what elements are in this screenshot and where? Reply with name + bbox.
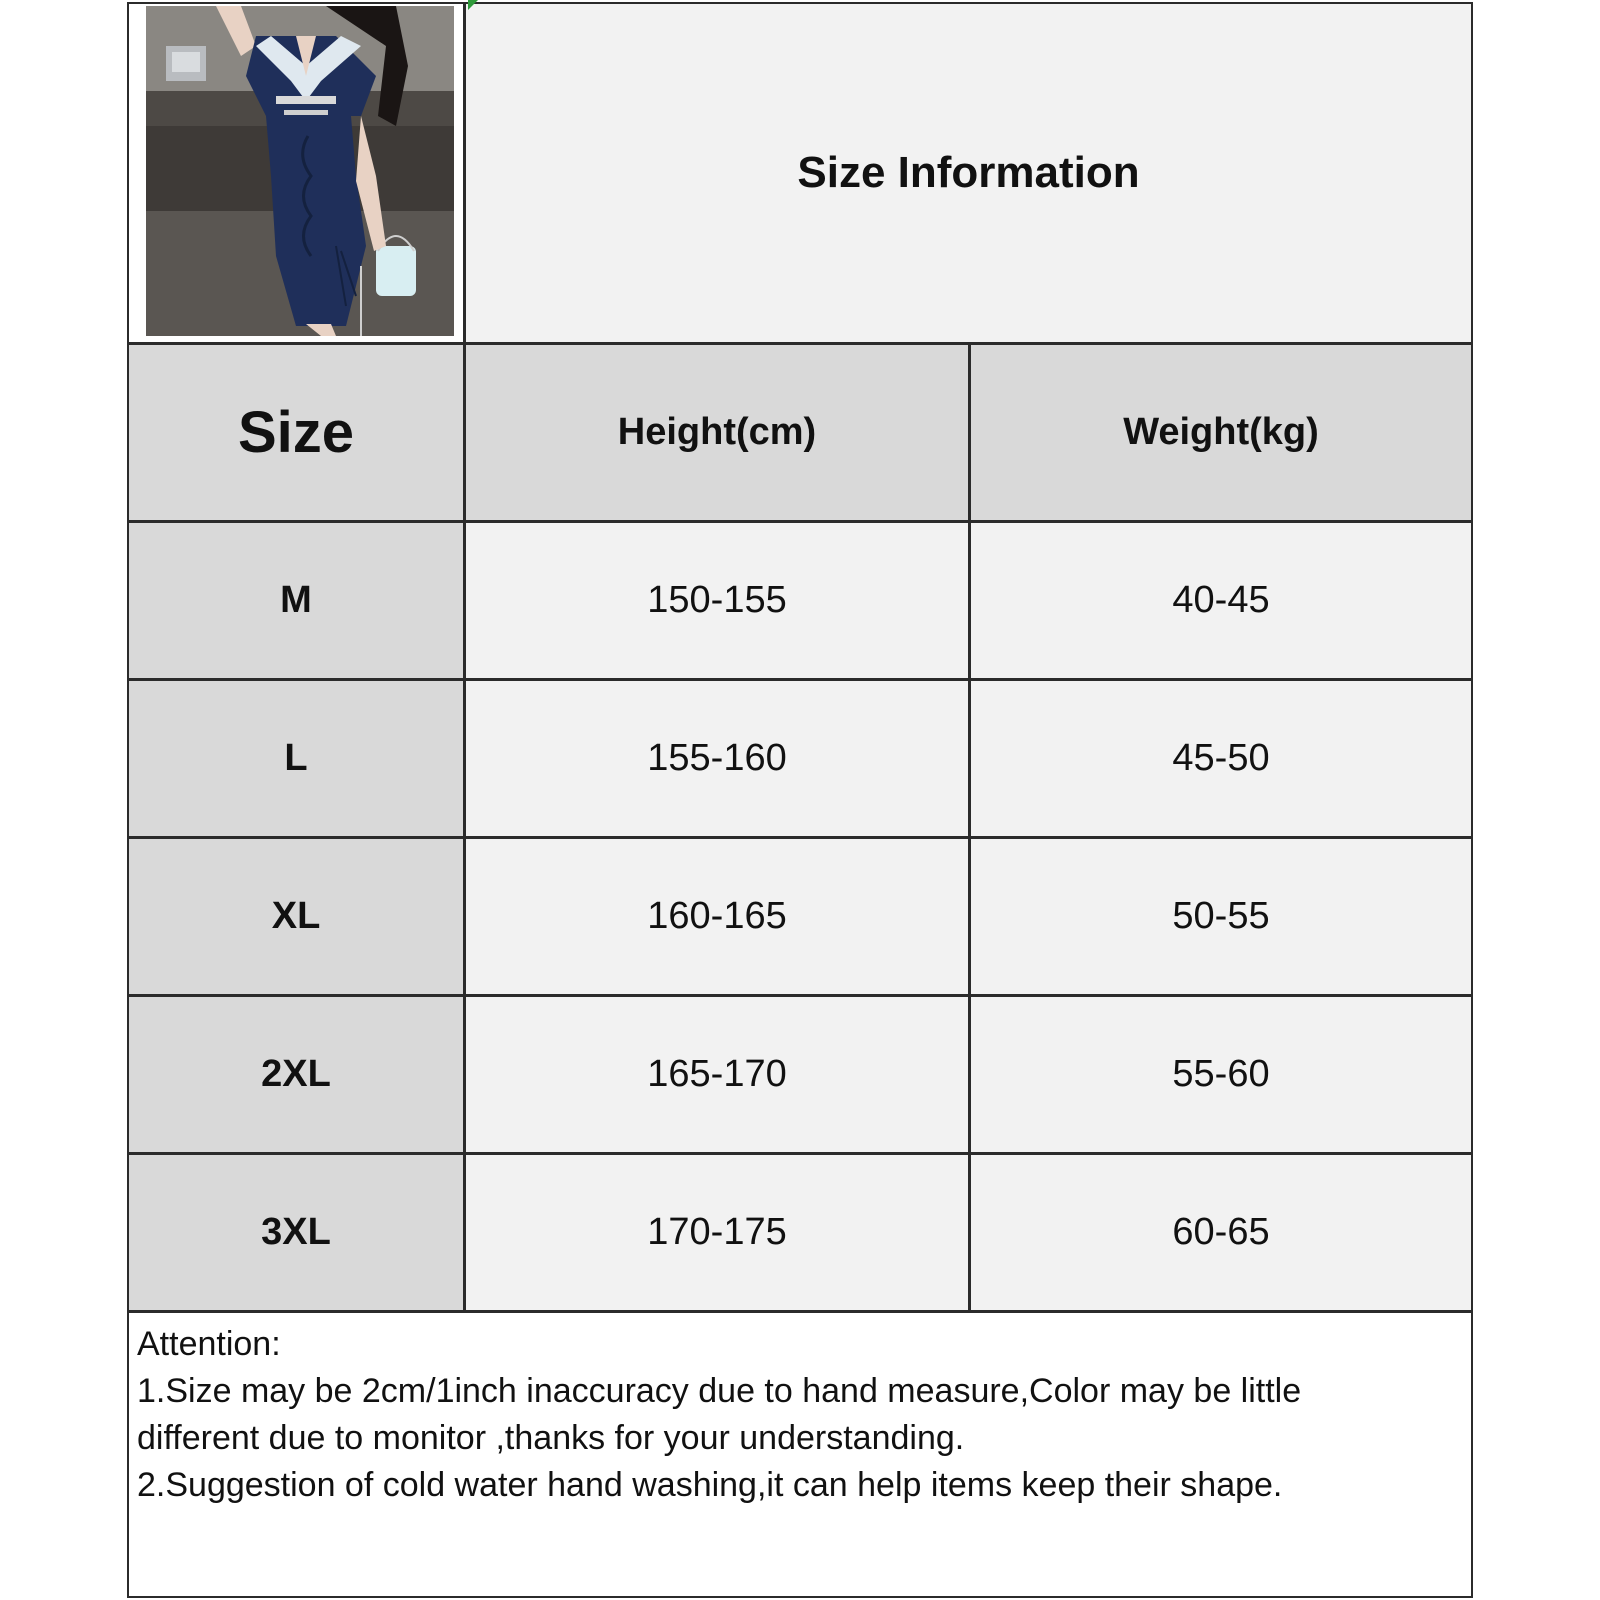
table-row-weight: 50-55: [971, 839, 1471, 994]
row-divider: [129, 1310, 1471, 1313]
attention-line: different due to monitor ,thanks for your understanding.: [137, 1419, 965, 1457]
table-row-size: XL: [129, 839, 463, 994]
attention-heading: Attention:: [137, 1325, 281, 1363]
page-title: Size Information: [466, 4, 1471, 342]
attention-line: 1.Size may be 2cm/1inch inaccuracy due to hand measure,Color may be little: [137, 1372, 1302, 1410]
model-photo-icon: [146, 6, 454, 336]
row-divider: [129, 678, 1471, 681]
table-row-size: M: [129, 523, 463, 678]
row-divider: [129, 342, 1471, 345]
table-row-height: 150-155: [466, 523, 968, 678]
table-row-weight: 55-60: [971, 997, 1471, 1152]
table-row-height: 155-160: [466, 681, 968, 836]
header-height: Height(cm): [466, 345, 968, 520]
header-weight: Weight(kg): [971, 345, 1471, 520]
table-row-weight: 60-65: [971, 1155, 1471, 1310]
table-row-size: 2XL: [129, 997, 463, 1152]
corner-marker: [468, 0, 478, 10]
attention-notes: [137, 1321, 1457, 1509]
table-row-weight: 45-50: [971, 681, 1471, 836]
row-divider: [129, 1152, 1471, 1155]
attention-line: 2.Suggestion of cold water hand washing,it can help items keep their shape.: [137, 1466, 1283, 1504]
row-divider: [129, 520, 1471, 523]
table-row-size: 3XL: [129, 1155, 463, 1310]
table-row-height: 170-175: [466, 1155, 968, 1310]
header-size: Size: [129, 345, 463, 520]
table-row-size: L: [129, 681, 463, 836]
table-row-height: 160-165: [466, 839, 968, 994]
column-divider: [968, 342, 971, 1313]
table-row-height: 165-170: [466, 997, 968, 1152]
column-divider: [463, 4, 466, 1313]
model-photo: [146, 6, 454, 336]
row-divider: [129, 836, 1471, 839]
table-row-weight: 40-45: [971, 523, 1471, 678]
row-divider: [129, 994, 1471, 997]
